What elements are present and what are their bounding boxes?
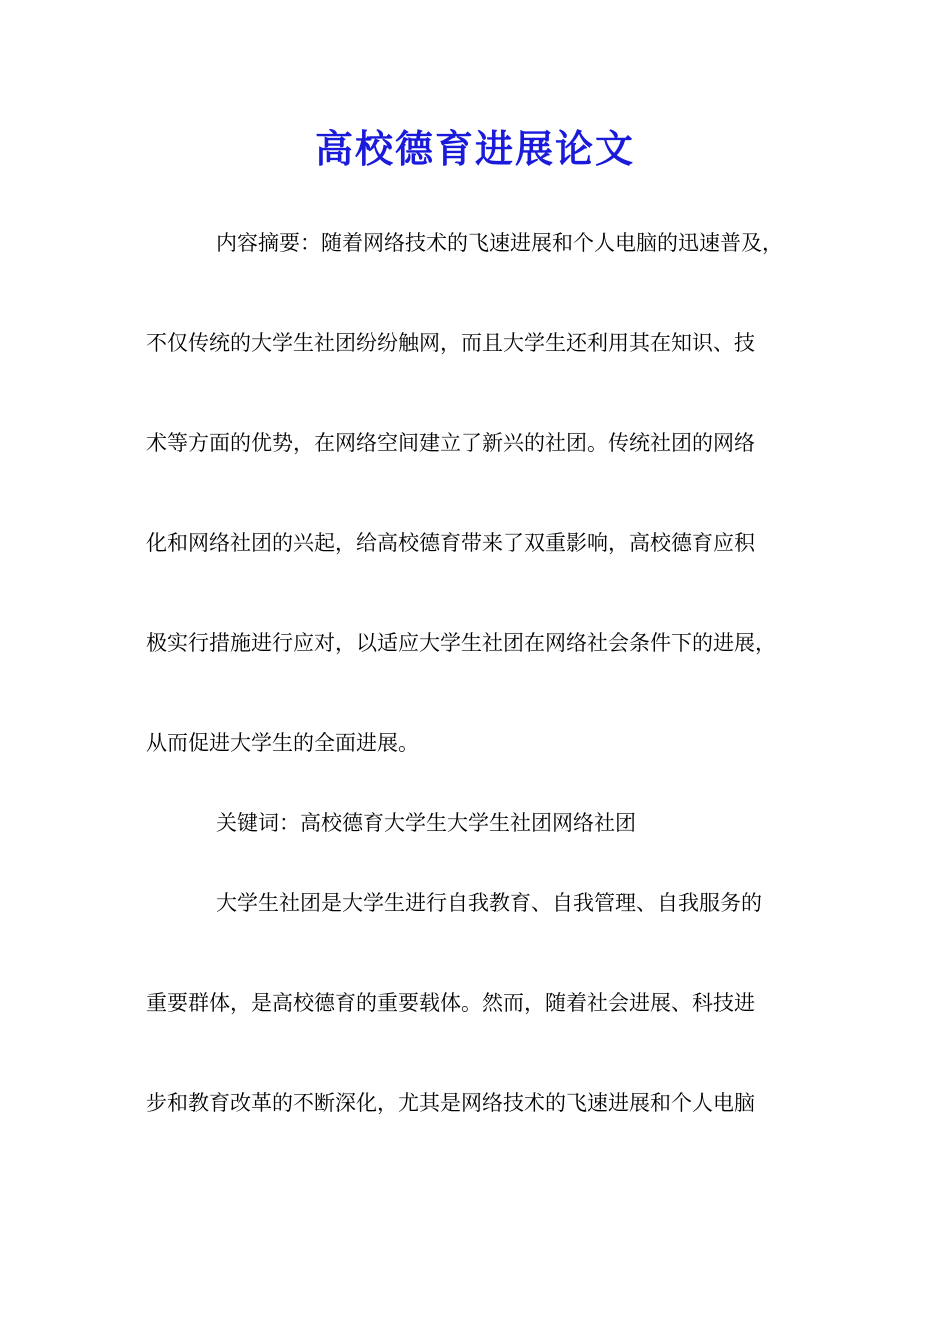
abstract-line: 不仅传统的大学生社团纷纷触网，而且大学生还利用其在知识、技 [146,331,755,355]
abstract-line: 从而促进大学生的全面进展。 [146,731,419,755]
document-title: 高校德育进展论文 [314,126,635,171]
body-paragraph-line: 重要群体，是高校德育的重要载体。然而，随着社会进展、科技进 [146,991,755,1015]
body-paragraph-line: 大学生社团是大学生进行自我教育、自我管理、自我服务的 [216,891,762,915]
keywords-line: 关键词：高校德育大学生大学生社团网络社团 [216,811,636,835]
abstract-line: 极实行措施进行应对，以适应大学生社团在网络社会条件下的进展， [146,631,776,655]
abstract-line: 化和网络社团的兴起，给高校德育带来了双重影响，高校德育应积 [146,531,755,555]
abstract-line: 术等方面的优势，在网络空间建立了新兴的社团。传统社团的网络 [146,431,755,455]
abstract-line: 内容摘要：随着网络技术的飞速进展和个人电脑的迅速普及， [216,231,783,255]
body-paragraph-line: 步和教育改革的不断深化，尤其是网络技术的飞速进展和个人电脑 [146,1091,755,1115]
